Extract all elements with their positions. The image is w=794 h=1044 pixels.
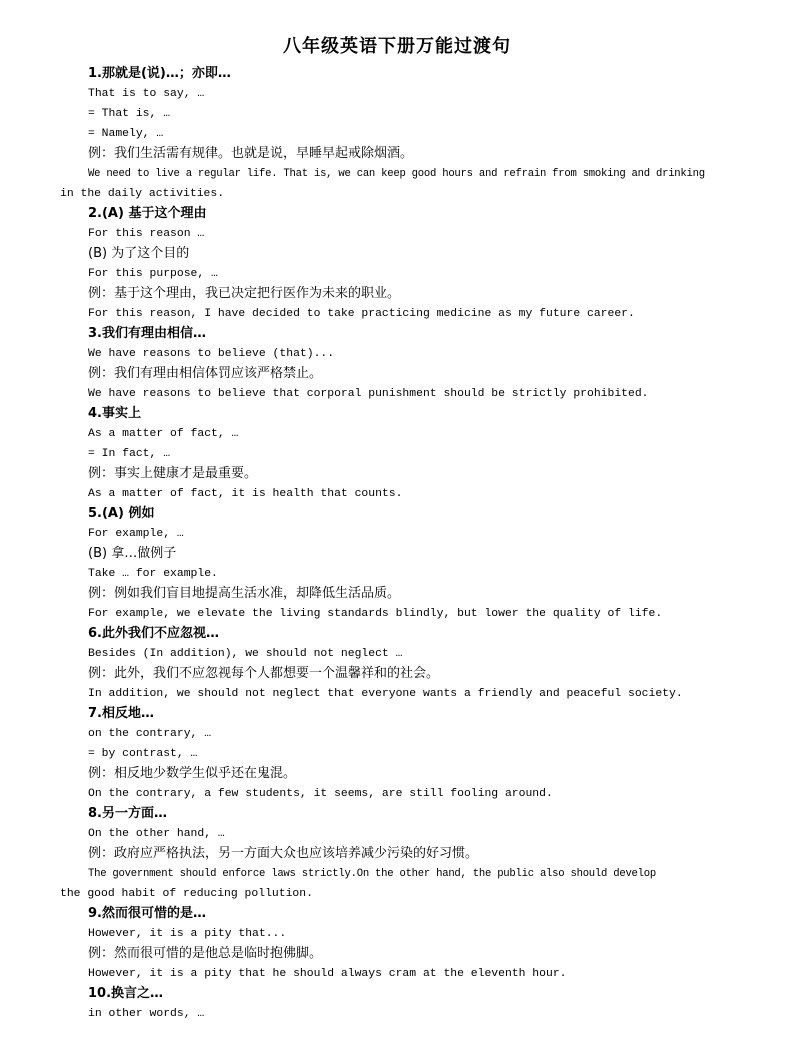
- example-chinese: 例：基于这个理由，我已决定把行医作为未来的职业。: [88, 286, 401, 301]
- section-heading: 9.然而很可惜的是…: [88, 906, 206, 921]
- section-heading: 7.相反地…: [88, 706, 154, 721]
- phrase-line: on the contrary, …: [88, 728, 212, 740]
- sub-heading: (B) 为了这个目的: [88, 246, 190, 261]
- phrase-line: = In fact, …: [88, 448, 171, 460]
- example-english: In addition, we should not neglect that everyone wants a friendly and peaceful society.: [88, 688, 683, 700]
- example-chinese: 例：然而很可惜的是他总是临时抱佛脚。: [88, 946, 323, 961]
- example-english: The government should enforce laws strictly.On the other hand, the public also should develop: [88, 868, 656, 880]
- example-chinese: 例：事实上健康才是最重要。: [88, 466, 258, 481]
- example-chinese: 例：我们有理由相信体罚应该严格禁止。: [88, 366, 323, 381]
- phrase-line: On the other hand, …: [88, 828, 225, 840]
- example-english: We have reasons to believe that corporal punishment should be strictly prohibited.: [88, 388, 649, 400]
- example-english: We need to live a regular life. That is, we can keep good hours and refrain from smoking and drinking: [88, 168, 705, 180]
- phrase-line: = That is, …: [88, 108, 171, 120]
- example-chinese: 例：政府应严格执法，另一方面大众也应该培养减少污染的好习惯。: [88, 846, 479, 861]
- section-heading: 1.那就是(说)…；亦即…: [88, 66, 231, 81]
- sub-heading: (B) 拿…做例子: [88, 546, 177, 561]
- phrase-line: For this purpose, …: [88, 268, 218, 280]
- phrase-line: For example, …: [88, 528, 184, 540]
- section-heading: 10.换言之…: [88, 986, 164, 1001]
- page-title: 八年级英语下册万能过渡句: [283, 36, 511, 57]
- example-english: For this reason, I have decided to take practicing medicine as my future career.: [88, 308, 635, 320]
- phrase-line: = Namely, …: [88, 128, 164, 140]
- phrase-line: That is to say, …: [88, 88, 205, 100]
- example-chinese: 例：我们生活需有规律。也就是说，早睡早起戒除烟酒。: [88, 146, 414, 161]
- section-heading: 3.我们有理由相信…: [88, 326, 206, 341]
- phrase-line: We have reasons to believe (that)...: [88, 348, 335, 360]
- example-chinese: 例：例如我们盲目地提高生活水准，却降低生活品质。: [88, 586, 401, 601]
- section-heading: 6.此外我们不应忽视…: [88, 626, 219, 641]
- section-heading: 5.(A) 例如: [88, 506, 155, 521]
- example-english-continued: in the daily activities.: [60, 188, 225, 200]
- example-english: On the contrary, a few students, it seems, are still fooling around.: [88, 788, 553, 800]
- phrase-line: = by contrast, …: [88, 748, 198, 760]
- example-english-continued: the good habit of reducing pollution.: [60, 888, 313, 900]
- example-chinese: 例：相反地少数学生似乎还在鬼混。: [88, 766, 297, 781]
- phrase-line: As a matter of fact, …: [88, 428, 239, 440]
- example-english: As a matter of fact, it is health that counts.: [88, 488, 403, 500]
- example-english: For example, we elevate the living standards blindly, but lower the quality of life.: [88, 608, 663, 620]
- example-english: However, it is a pity that he should always cram at the eleventh hour.: [88, 968, 567, 980]
- document-body: [0, 64, 794, 1024]
- section-heading: 2.(A) 基于这个理由: [88, 206, 207, 221]
- example-chinese: 例：此外，我们不应忽视每个人都想要一个温馨祥和的社会。: [88, 666, 440, 681]
- section-heading: 8.另一方面…: [88, 806, 167, 821]
- section-heading: 4.事实上: [88, 406, 141, 421]
- phrase-line: Besides (In addition), we should not neglect …: [88, 648, 403, 660]
- phrase-line: For this reason …: [88, 228, 205, 240]
- phrase-line: Take … for example.: [88, 568, 218, 580]
- phrase-line: in other words, …: [88, 1008, 205, 1020]
- phrase-line: However, it is a pity that...: [88, 928, 287, 940]
